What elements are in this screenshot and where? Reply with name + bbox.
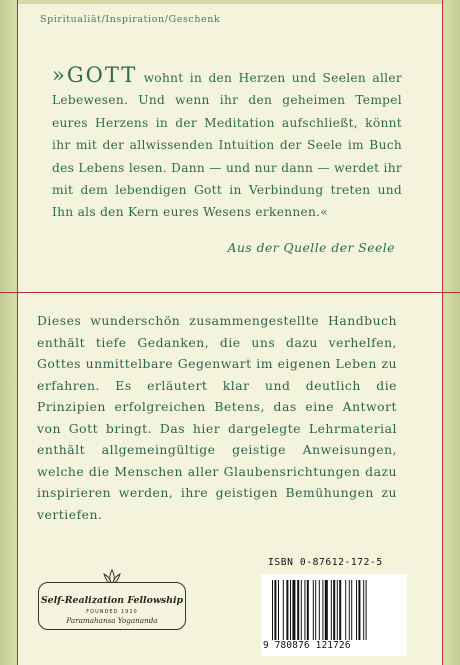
quote-text: wohnt in den Herzen und Seelen aller Lebewesen. Und wenn ihr den geheimen Tempel eures Herzens in der Meditation aufschließt, könnt ihr mit der allwissenden Intuition der Seele im Buch des Lebens lesen. Dann — und nur dann — werdet ihr mit dem lebendigen Gott in Verbindung treten und Ihn als den Kern eures Wesens erkennen.« [52,71,402,220]
barcode-bar [319,580,320,640]
barcode-bar [313,580,314,640]
barcode-bar [339,580,341,640]
barcode-bar [283,580,284,640]
barcode-icon [271,580,399,640]
barcode-bar [363,580,364,640]
barcode-bar [337,580,338,640]
left-red-rule [17,0,18,665]
barcode-bar [356,580,357,640]
barcode-bar [366,580,367,640]
barcode-bar [325,580,328,640]
barcode-bar [286,580,288,640]
barcode-bar [297,580,299,640]
barcode-bar [274,580,276,640]
barcode-bar [351,580,352,640]
barcode-bar [333,580,335,640]
quote-source: Aus der Quelle der Seele [227,241,395,255]
right-red-rule [442,0,443,665]
isbn-label: ISBN 0-87612-172-5 [268,557,383,568]
barcode-bar [331,580,332,640]
publisher-signature: Paramahansa Yogananda [66,616,158,625]
horizontal-red-rule [0,292,460,293]
publisher-name: Self-Realization Fellowship [40,595,184,606]
barcode-bar [307,580,309,640]
barcode-digits: 9 780876 121726 [263,640,351,651]
barcode-bar [358,580,360,640]
barcode-bar [301,580,302,640]
barcode-bar [290,580,291,640]
barcode-bar [278,580,279,640]
barcode-bar [304,580,305,640]
category-line: Spiritualiät/Inspiration/Geschenk [40,14,221,25]
barcode-bar [315,580,316,640]
publisher-logo [38,568,186,634]
barcode-bar [322,580,323,640]
quote-block [52,64,402,224]
publisher-founded: FOUNDED 1920 [86,609,138,615]
book-description: Dieses wunderschön zusammengestellte Handbuch enthält tiefe Gedanken, die uns dazu verhelfen, Gottes unmittelbare Gegenwart im eigenen Leben zu erfahren. Es erläutert klar und deutlich die Prinzipien erfolgreichen Betens, das eine Antwort von Gott bringt. Das hier dargelegte Lehrmaterial enthält allgemeingültige geistige Anweisungen, welche die Menschen aller Glaubensrichtungen dazu inspirieren werden, ihre geistigen Bemühungen zu vertiefen. [37,313,397,522]
quote-opening-word: »GOTT [52,63,138,87]
barcode-bar [345,580,346,640]
barcode-bar [349,580,350,640]
barcode-area [261,574,407,656]
barcode-bar [292,580,295,640]
barcode-bar [272,580,273,640]
